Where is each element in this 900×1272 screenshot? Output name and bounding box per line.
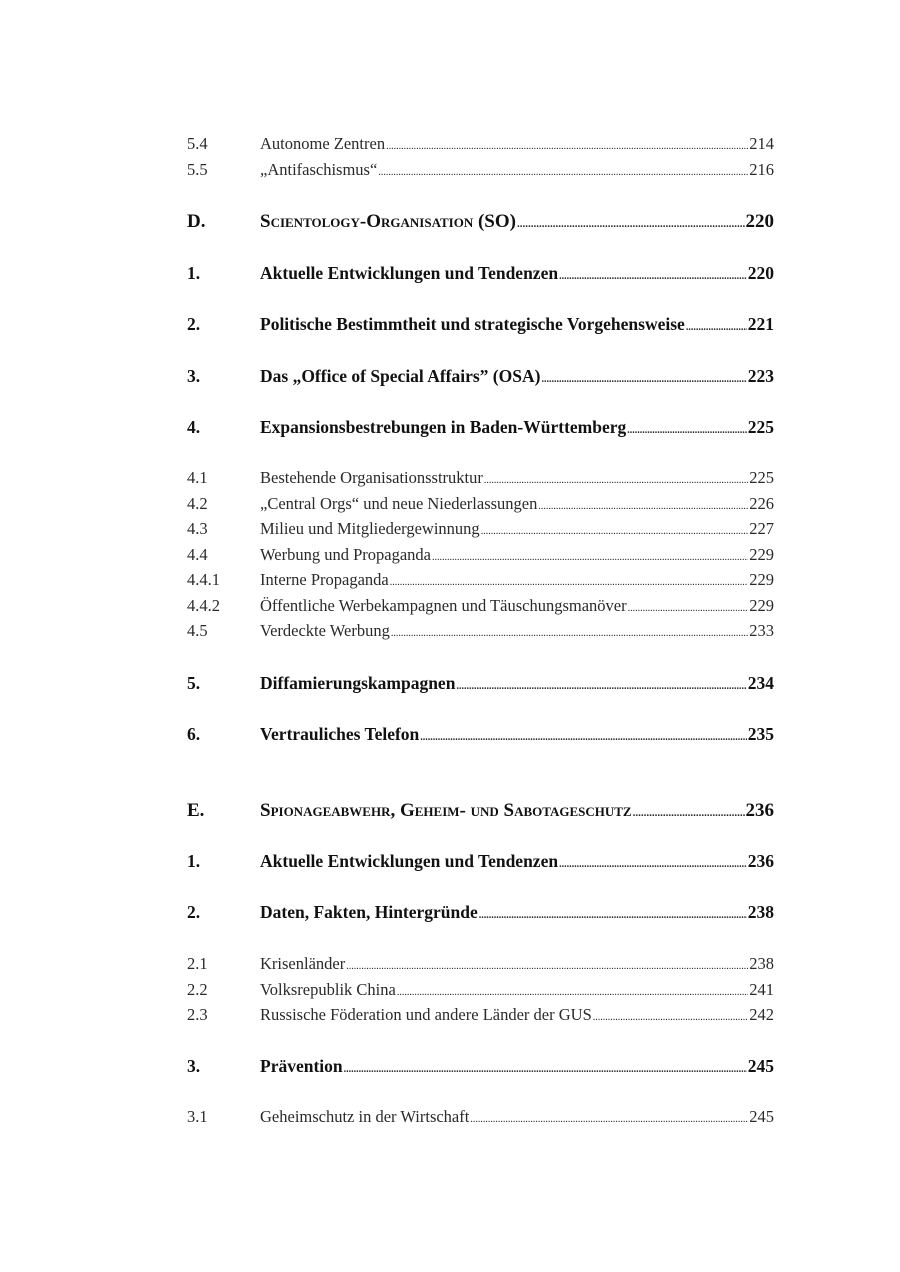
toc-entry-number: 4.2 <box>187 494 208 513</box>
toc-entry-page: 236 <box>747 851 774 871</box>
toc-entry-page: 225 <box>749 468 774 487</box>
toc-entry[interactable] <box>187 1005 774 1031</box>
toc-entry[interactable] <box>187 134 774 160</box>
toc-entry[interactable] <box>187 519 774 545</box>
toc-chapter[interactable] <box>187 314 774 340</box>
toc-leader-dots <box>686 322 747 333</box>
toc-leader-dots <box>633 807 745 819</box>
toc-entry-number: 4. <box>187 417 201 437</box>
toc-entry-title: Russische Föderation und andere Länder der GUS <box>260 1005 592 1024</box>
toc-entry-number: 1. <box>187 263 201 283</box>
toc-entry-title: Aktuelle Entwicklungen und Tendenzen <box>260 851 559 871</box>
toc-entry-title: Prävention <box>260 1056 343 1076</box>
toc-entry-page: 229 <box>749 596 774 615</box>
toc-leader-dots <box>397 987 748 998</box>
toc-chapter[interactable] <box>187 366 774 392</box>
toc-chapter[interactable] <box>187 263 774 289</box>
toc-leader-dots <box>484 475 748 486</box>
toc-entry[interactable] <box>187 570 774 596</box>
toc-chapter[interactable] <box>187 673 774 699</box>
toc-entry-number: 5.4 <box>187 134 208 153</box>
toc-entry[interactable] <box>187 160 774 186</box>
toc-leader-dots <box>479 910 747 921</box>
toc-chapter[interactable] <box>187 902 774 928</box>
toc-leader-dots <box>378 167 748 178</box>
toc-leader-dots <box>346 961 748 972</box>
toc-leader-dots <box>386 141 748 152</box>
toc-entry-page: 234 <box>747 673 774 693</box>
toc-entry[interactable] <box>187 468 774 494</box>
toc-entry-number: D. <box>187 211 206 232</box>
toc-entry-number: 4.4 <box>187 545 208 564</box>
toc-entry[interactable] <box>187 545 774 571</box>
toc-entry-title: Das „Office of Special Affairs” (OSA) <box>260 366 541 386</box>
toc-entry-title: Autonome Zentren <box>260 134 386 153</box>
toc-entry-number: 4.4.1 <box>187 570 220 589</box>
toc-entry-number: 4.5 <box>187 621 208 640</box>
toc-entry-number: 2.1 <box>187 954 208 973</box>
toc-entry-title: Werbung und Propaganda <box>260 545 431 564</box>
toc-entry-number: 2.3 <box>187 1005 208 1024</box>
toc-chapter[interactable] <box>187 851 774 877</box>
toc-entry-title: Vertrauliches Telefon <box>260 724 420 744</box>
toc-entry-title: Milieu und Mitgliedergewinnung <box>260 519 480 538</box>
toc-entry-title: Geheimschutz in der Wirtschaft <box>260 1107 470 1126</box>
toc-leader-dots <box>627 425 746 436</box>
toc-entry[interactable] <box>187 954 774 980</box>
toc-entry-number: 1. <box>187 851 201 871</box>
toc-entry-page: 238 <box>747 902 774 922</box>
toc-leader-dots <box>559 859 747 870</box>
toc-entry-number: 5. <box>187 673 201 693</box>
toc-chapter[interactable] <box>187 724 774 750</box>
toc-leader-dots <box>456 681 746 692</box>
toc-entry-number: E. <box>187 800 205 821</box>
toc-leader-dots <box>481 526 749 537</box>
toc-leader-dots <box>517 218 745 230</box>
toc-entry-page: 226 <box>749 494 774 513</box>
toc-entry-page: 216 <box>749 160 774 179</box>
toc-entry-title: Diffamierungskampagnen <box>260 673 456 693</box>
toc-entry[interactable] <box>187 494 774 520</box>
toc-leader-dots <box>559 271 747 282</box>
toc-leader-dots <box>432 552 748 563</box>
toc-entry-title: Bestehende Organisationsstruktur <box>260 468 483 487</box>
toc-entry-title: „Antifaschismus“ <box>260 160 378 179</box>
toc-entry-page: 242 <box>749 1005 774 1024</box>
toc-entry-page: 241 <box>749 980 774 999</box>
toc-entry[interactable] <box>187 596 774 622</box>
toc-entry-page: 233 <box>749 621 774 640</box>
toc-entry-title: Politische Bestimmtheit und strategische Vorgehensweise <box>260 314 685 334</box>
toc-leader-dots <box>538 501 748 512</box>
toc-entry-title: Spionageabwehr, Geheim- und Sabotageschutz <box>260 800 632 821</box>
toc-entry-page: 229 <box>749 545 774 564</box>
toc-entry-title: Verdeckte Werbung <box>260 621 390 640</box>
toc-entry-page: 235 <box>747 724 774 744</box>
toc-entry-page: 229 <box>749 570 774 589</box>
toc-leader-dots <box>344 1064 747 1075</box>
toc-chapter[interactable] <box>187 417 774 443</box>
toc-entry[interactable] <box>187 1107 774 1133</box>
toc-entry-number: 3. <box>187 366 201 386</box>
toc-entry-title: Scientology-Organisation (SO) <box>260 211 516 232</box>
toc-leader-dots <box>470 1114 748 1125</box>
toc-entry-title: Volksrepublik China <box>260 980 396 999</box>
toc-part-heading[interactable] <box>187 800 774 826</box>
toc-entry-number: 2.2 <box>187 980 208 999</box>
toc-leader-dots <box>628 603 749 614</box>
toc-entry-number: 4.1 <box>187 468 208 487</box>
toc-part-heading[interactable] <box>187 211 774 237</box>
toc-entry-page: 214 <box>749 134 774 153</box>
toc-entry-page: 220 <box>745 211 774 232</box>
toc-entry-title: Interne Propaganda <box>260 570 389 589</box>
toc-entry-page: 223 <box>747 366 774 386</box>
toc-entry-title: Krisenländer <box>260 954 346 973</box>
toc-entry-title: „Central Orgs“ und neue Niederlassungen <box>260 494 538 513</box>
toc-leader-dots <box>390 577 749 588</box>
toc-entry-title: Aktuelle Entwicklungen und Tendenzen <box>260 263 559 283</box>
toc-entry-page: 236 <box>745 800 774 821</box>
toc-entry-page: 245 <box>747 1056 774 1076</box>
toc-leader-dots <box>391 628 748 639</box>
toc-leader-dots <box>593 1012 749 1023</box>
toc-entry-number: 5.5 <box>187 160 208 179</box>
toc-entry-title: Daten, Fakten, Hintergründe <box>260 902 478 922</box>
toc-entry-page: 245 <box>749 1107 774 1126</box>
toc-entry-page: 227 <box>749 519 774 538</box>
toc-entry-number: 6. <box>187 724 201 744</box>
toc-entry[interactable] <box>187 980 774 1006</box>
toc-entry-page: 225 <box>747 417 774 437</box>
toc-entry-number: 2. <box>187 314 201 334</box>
toc-entry-number: 2. <box>187 902 201 922</box>
toc-entry-number: 3. <box>187 1056 201 1076</box>
toc-entry-title: Expansionsbestrebungen in Baden-Württemberg <box>260 417 627 437</box>
toc-leader-dots <box>420 732 746 743</box>
toc-entry-title: Öffentliche Werbekampagnen und Täuschungsmanöver <box>260 596 627 615</box>
toc-entry-number: 4.4.2 <box>187 596 220 615</box>
toc-leader-dots <box>541 374 746 385</box>
toc-entry[interactable] <box>187 621 774 647</box>
toc-entry-number: 3.1 <box>187 1107 208 1126</box>
toc-entry-number: 4.3 <box>187 519 208 538</box>
toc-entry-page: 220 <box>747 263 774 283</box>
toc-entry-page: 238 <box>749 954 774 973</box>
toc-chapter[interactable] <box>187 1056 774 1082</box>
toc-entry-page: 221 <box>747 314 774 334</box>
